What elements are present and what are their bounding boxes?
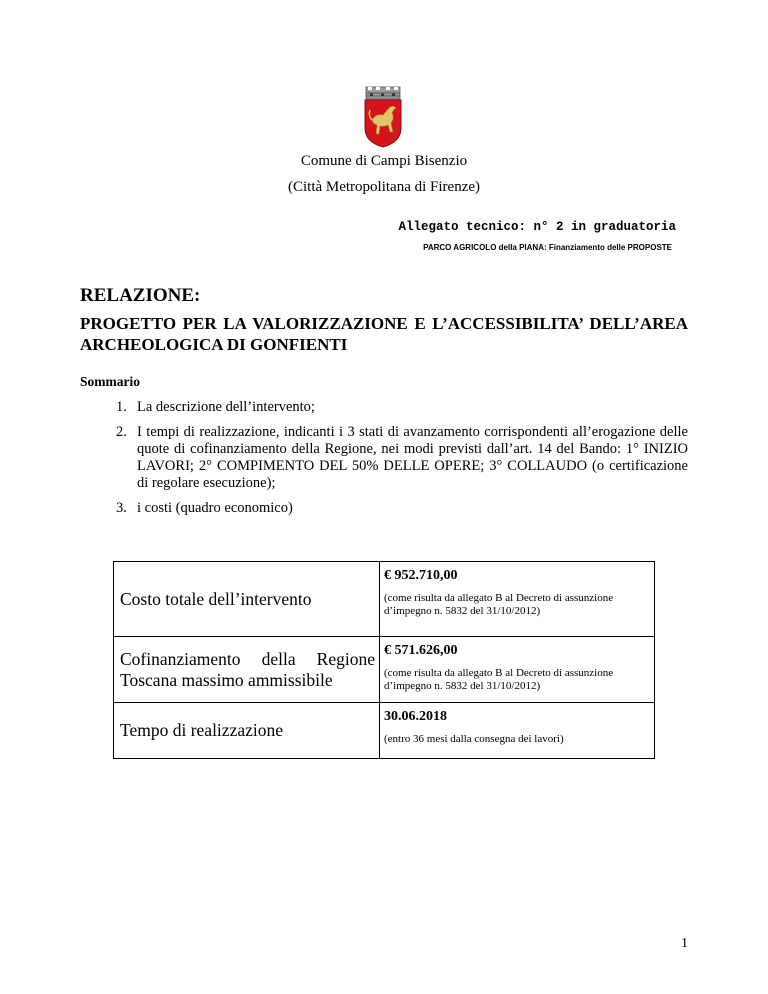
list-item-text: La descrizione dell’intervento;	[137, 399, 315, 415]
list-item	[80, 500, 688, 517]
allegato-tecnico: Allegato tecnico: n° 2 in graduatoria	[398, 220, 676, 234]
row-label: Costo totale dell’intervento	[114, 562, 380, 637]
row-note: (entro 36 mesi dalla consegna dei lavori)	[384, 733, 564, 745]
citta-metropolitana: (Città Metropolitana di Firenze)	[287, 179, 481, 195]
list-item-number: 3.	[116, 500, 127, 516]
row-value: € 571.626,00	[384, 643, 458, 658]
table-row	[114, 637, 655, 703]
row-label: Tempo di realizzazione	[114, 703, 380, 759]
row-value: € 952.710,00	[384, 568, 458, 583]
row-value: 30.06.2018	[384, 709, 447, 724]
list-item-number: 2.	[116, 424, 127, 440]
row-value-cell	[380, 703, 655, 759]
sommario-list	[80, 399, 688, 525]
page-number: 1	[681, 936, 688, 951]
project-title: PROGETTO PER LA VALORIZZAZIONE E L’ACCESSIBILITA’ DELL’AREA ARCHEOLOGICA DI GONFIENTI	[80, 314, 688, 354]
sommario-heading: Sommario	[80, 374, 140, 389]
list-item	[80, 424, 688, 492]
row-label: Cofinanziamento della Regione Toscana massimo ammissibile	[114, 637, 380, 703]
row-value-cell	[380, 637, 655, 703]
table-row	[114, 562, 655, 637]
list-item	[80, 399, 688, 416]
comune-name: Comune di Campi Bisenzio	[300, 153, 468, 169]
cost-table	[113, 561, 655, 759]
parco-agricolo-subtitle: PARCO AGRICOLO della PIANA: Finanziamento delle PROPOSTE	[423, 243, 672, 252]
row-value-cell	[380, 562, 655, 637]
row-note: (come risulta da allegato B al Decreto di assunzione d’impegno n. 5832 del 31/10/2012)	[384, 667, 614, 692]
row-note: (come risulta da allegato B al Decreto di assunzione d’impegno n. 5832 del 31/10/2012)	[384, 592, 614, 617]
document-title: RELAZIONE:	[80, 285, 201, 306]
list-item-number: 1.	[116, 399, 127, 415]
table-row	[114, 703, 655, 759]
list-item-text: I tempi di realizzazione, indicanti i 3 stati di avanzamento corrispondenti all’erogazione delle quote di cofinanziamento della Regione, nei modi previsti dall’art. 14 del Bando: 1° INIZIO LAVORI; 2° COMPIMENTO DEL 50% DELLE OPERE; 3° COLLAUDO (o certificazione di regolare esecuzione);	[137, 424, 688, 491]
list-item-text: i costi (quadro economico)	[137, 500, 293, 516]
coat-of-arms-crest	[362, 86, 404, 148]
